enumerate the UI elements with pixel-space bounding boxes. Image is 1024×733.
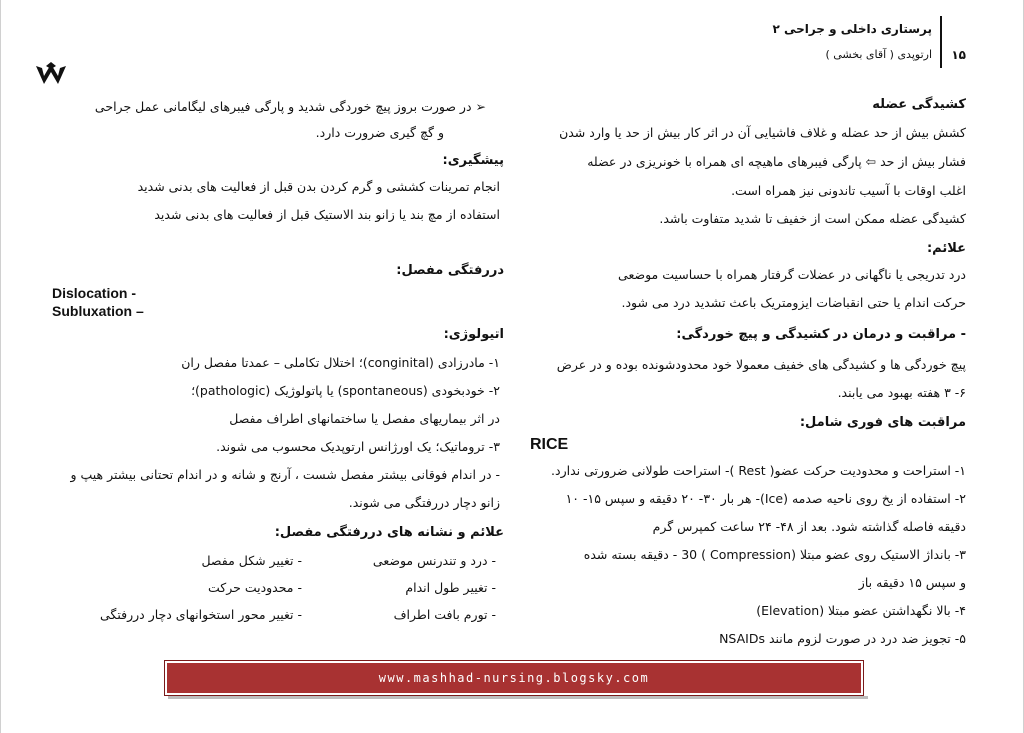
sign-item: - درد و تندرنس موضعی: [372, 553, 496, 568]
signs-title: علائم:: [926, 241, 966, 256]
intro-line: [95, 98, 486, 116]
care-line: ۶- ۳ هفته بهبود می یابند.: [837, 385, 966, 400]
sign-item: - تغییر طول اندام: [405, 580, 496, 595]
page-header: [772, 12, 1024, 68]
footer-url[interactable]: www.mashhad-nursing.blogsky.com: [167, 663, 861, 693]
rice-line: ۱- استراحت و محدودیت حرکت عضو( Rest )- استراحت طولانی ضرورتی ندارد.: [551, 463, 966, 478]
sign-item: - محدودیت حرکت: [208, 580, 302, 595]
prevention-title: پیشگیری:: [442, 153, 504, 168]
rice-line: ۳- بانداژ الاستیک روی عضو مبتلا (Compression ) 30 - دقیقه بسته شده: [583, 547, 966, 562]
signs-line: حرکت اندام یا حتی انقباضات ایزومتریک باعث تشدید درد می شود.: [621, 295, 966, 310]
rice-line: و سپس ۱۵ دقیقه باز: [858, 575, 966, 590]
dislocation-en: Dislocation -: [52, 285, 137, 301]
header-title: پرستاری داخلی و جراحی ۲: [772, 22, 932, 36]
sign-item: - تغییر شکل مفصل: [201, 553, 302, 568]
rice-line: دقیقه فاصله گذاشته شود. بعد از ۴۸- ۲۴ ساعت کمپرس گرم: [652, 519, 966, 534]
care-line: پیچ خوردگی ها و کشیدگی های خفیف معمولا خود محدودشونده بوده و در عرض: [556, 357, 966, 372]
strain-line: کشش بیش از حد عضله و غلاف فاشیایی آن در اثر کار بیش از حد یا وارد شدن: [559, 125, 966, 140]
intro-line: و گچ گیری ضرورت دارد.: [315, 125, 444, 140]
immediate-care-title: مراقبت های فوری شامل:: [799, 415, 966, 430]
signs-line: درد تدریجی یا ناگهانی در عضلات گرفتار همراه با حساسیت موضعی: [618, 267, 966, 282]
header-subtitle: ارتوپدی ( آقای بخشی ): [825, 48, 932, 61]
strain-line: اغلب اوقات با آسیب تاندونی نیز همراه است.: [731, 183, 966, 198]
etiology-title: اتیولوژی:: [443, 327, 504, 342]
rice-line: ۵- تجویز ضد درد در صورت لزوم مانند NSAIDs: [719, 631, 966, 646]
page-number: ۱۵: [951, 48, 966, 62]
etiology-line: - در اندام فوقانی بیشتر مفصل شست ، آرنج و شانه و در اندام تحتانی بیشتر هیپ و: [70, 467, 500, 482]
strain-line: کشیدگی عضله ممکن است از خفیف تا شدید متفاوت باشد.: [659, 211, 966, 226]
dislocation-signs-title: علائم و نشانه های دررفتگی مفصل:: [274, 525, 504, 540]
etiology-line: زانو دچار دررفتگی می شوند.: [348, 495, 500, 510]
footer-shadow: [168, 696, 868, 699]
sign-item: - تورم بافت اطراف: [393, 607, 496, 622]
prevention-line: استفاده از مچ بند یا زانو بند الاستیک قبل از فعالیت های بدنی شدید: [154, 207, 500, 222]
intro-text: در صورت بروز پیچ خوردگی شدید و پارگی فیبرهای لیگامانی عمل جراحی: [94, 99, 472, 114]
prevention-line: انجام تمرینات کششی و گرم کردن بدن قبل از فعالیت های بدنی شدید: [137, 179, 500, 194]
subluxation-en: Subluxation –: [52, 303, 144, 319]
dislocation-title: دررفتگی مفصل:: [396, 263, 504, 278]
etiology-line: ۲- خودبخودی (spontaneous) یا پاتولوژیک (pathologic)؛: [191, 383, 500, 398]
care-title: - مراقبت و درمان در کشیدگی و پیچ خوردگی:: [676, 327, 966, 342]
rice-line: ۴- بالا نگهداشتن عضو مبتلا (Elevation): [756, 603, 966, 618]
etiology-line: در اثر بیماریهای مفصل یا ساختمانهای اطراف مفصل: [229, 411, 500, 426]
university-logo-icon: [34, 62, 68, 88]
rice-label: RICE: [530, 436, 569, 453]
strain-line: فشار بیش از حد ⇦ پارگی فیبرهای ماهیچه ای همراه با خونریزی در عضله: [587, 154, 966, 169]
muscle-strain-title: کشیدگی عضله: [872, 97, 966, 112]
etiology-line: ۱- مادرزادی (conginital)؛ اختلال تکاملی – عمدتا مفصل ران: [181, 355, 500, 370]
header-divider: [940, 16, 942, 68]
rice-line: ۲- استفاده از یخ روی ناحیه صدمه (Ice)- هر بار ۳۰- ۲۰ دقیقه و سپس ۱۵- ۱۰: [565, 491, 966, 506]
footer-banner: [164, 660, 864, 696]
sign-item: - تغییر محور استخوانهای دچار دررفتگی: [100, 607, 302, 622]
etiology-line: ۳- تروماتیک؛ یک اورژانس ارتوپدیک محسوب می شوند.: [216, 439, 500, 454]
checkmark-bullet-icon: ➢: [475, 99, 486, 114]
